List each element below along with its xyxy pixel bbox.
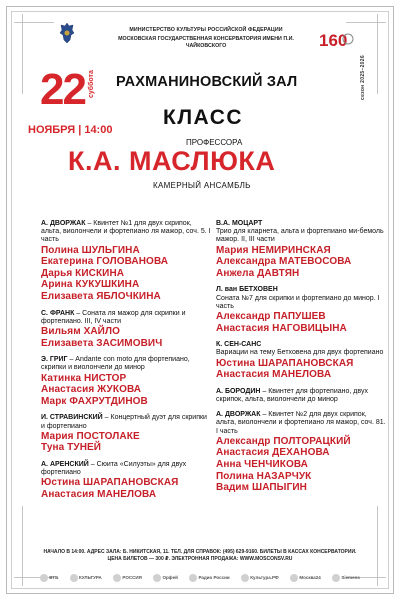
sponsor-logo: Орфей xyxy=(153,574,178,582)
performer-name: Полина ШУЛЬГИНА xyxy=(41,244,140,256)
performer-name: Александр ПАПУШЕВ xyxy=(216,311,326,322)
piece-work: И. СТРАВИНСКИЙ – Концертный дуэт для скрипки и фортепиано xyxy=(41,414,207,430)
piece-composer: А. ДВОРЖАК xyxy=(216,411,261,419)
performer-name: Дарья КИСКИНА xyxy=(41,267,125,279)
anniversary-logo-text: 160 xyxy=(319,31,348,50)
performer-name: Юстина ШАРАПАНОВСКАЯ xyxy=(41,477,179,489)
event-weekday: суббота xyxy=(88,70,95,98)
performer-name: Анастасия МАНЕЛОВА xyxy=(216,369,332,381)
piece-work: А. АРЕНСКИЙ – Сюита «Силуэты» для двух фортепиано xyxy=(41,460,187,477)
performer-name: Катинка НИСТОР xyxy=(41,372,127,384)
performer-name: Анастасия НАГОВИЦЫНА xyxy=(216,322,347,334)
program-left-column xyxy=(41,220,211,508)
season-label: сезон 2025–2026 xyxy=(360,55,366,100)
program-piece xyxy=(41,414,211,454)
program-piece xyxy=(216,388,386,404)
piece-work: Л. ван БЕТХОВЕН Соната №7 для скрипки и фортепиано до минор. I часть xyxy=(216,286,380,310)
professor-label: ПРОФЕССОРА xyxy=(186,138,243,147)
performer-name: Полина НАЗАРЧУК xyxy=(216,470,312,482)
performer-name: Анастасия ДЕХАНОВА xyxy=(216,447,330,459)
performer-name: Александр ПОЛТОРАЦКИЙ xyxy=(216,435,351,447)
sponsor-logo: ВТБ xyxy=(40,574,58,582)
piece-composer: А. БОРОДИН xyxy=(216,387,261,395)
performer-name: Юстина ШАРАПАНОВСКАЯ xyxy=(216,357,354,369)
performer-name: Елизавета ЗАСИМОВИЧ xyxy=(41,337,163,349)
sponsor-logo: Культура.РФ xyxy=(241,574,279,582)
footer-line-1: НАЧАЛО В 14:00. АДРЕС ЗАЛА: Б. НИКИТСКАЯ, 11. ТЕЛ. ДЛЯ СПРАВОК: (495) 629-9160. БИЛЕТЫ В КАССАХ КОНСЕРВАТОРИИ. xyxy=(43,549,357,555)
class-title: КЛАСС xyxy=(163,106,244,129)
performer-name: Вадим ШАПЫГИН xyxy=(216,482,307,494)
sponsor-logo: КУЛЬТУРА xyxy=(70,574,102,582)
sponsor-mark-icon xyxy=(332,574,340,582)
conservatory-name: МОСКОВСКАЯ ГОСУДАРСТВЕННАЯ КОНСЕРВАТОРИЯ ИМЕНИ П.И. ЧАЙКОВСКОГО xyxy=(118,36,294,49)
piece-work: В.А. МОЦАРТ Трио для кларнета, альта и фортепиано ми-бемоль мажор. II, III части xyxy=(216,220,384,244)
ensemble-subtitle: КАМЕРНЫЙ АНСАМБЛЬ xyxy=(153,181,251,190)
sponsor-logo: Москва24 xyxy=(290,574,321,582)
event-month-time: НОЯБРЯ | 14:00 xyxy=(28,124,113,136)
performer-name: Марк ФАХРУТДИНОВ xyxy=(41,395,148,407)
footer-info xyxy=(0,549,400,562)
piece-work: С. ФРАНК – Соната ля мажор для скрипки и фортепиано. III, IV части xyxy=(41,309,186,325)
performer-name: Мария ПОСТОЛАКЕ xyxy=(41,430,140,442)
frame-deco-line xyxy=(346,22,386,23)
piece-composer: Э. ГРИГ xyxy=(41,356,68,364)
piece-composer: К. СЕН-САНС xyxy=(216,341,262,349)
sponsor-mark-icon xyxy=(113,574,121,582)
performer-name: Анжела ДАВТЯН xyxy=(216,267,300,279)
sponsor-mark-icon xyxy=(241,574,249,582)
anniversary-logo xyxy=(318,28,354,50)
sponsor-logo: Siemens xyxy=(332,574,360,582)
sponsor-logo: РОССИЯ xyxy=(113,574,142,582)
frame-deco-line xyxy=(377,506,378,586)
performer-name: Анна ЧЕНЧИКОВА xyxy=(216,458,309,470)
performer-name: Александра МАТЕВОСОВА xyxy=(216,256,352,268)
sponsor-mark-icon xyxy=(189,574,197,582)
program-piece xyxy=(216,286,386,334)
sponsor-mark-icon xyxy=(153,574,161,582)
frame-deco-line xyxy=(22,506,23,586)
piece-composer: А. ДВОРЖАК xyxy=(41,220,86,227)
piece-composer: И. СТРАВИНСКИЙ xyxy=(41,414,103,422)
program-piece xyxy=(41,310,211,350)
performer-name: Анастасия ЖУКОВА xyxy=(41,384,142,396)
program-piece xyxy=(216,341,386,381)
footer-line-2: ЦЕНА БИЛЕТОВ — 300 ₽. ЭЛЕКТРОННАЯ ПРОДАЖА: WWW.MOSCONSV.RU xyxy=(107,555,293,562)
piece-work: А. БОРОДИН – Квинтет для фортепиано, двух скрипок, альта, виолончели до минор xyxy=(216,387,368,403)
frame-deco-line xyxy=(14,22,54,23)
event-day: 22 xyxy=(40,65,85,114)
performer-name: Мария НЕМИРИНСКАЯ xyxy=(216,244,331,256)
performer-name: Туна ТУНЕЙ xyxy=(41,442,102,454)
performer-name: Вильям ХАЙЛО xyxy=(41,325,120,337)
piece-work: А. ДВОРЖАК – Квинтет №2 для двух скрипок, альта, виолончели и фортепиано ля мажор, соч. 81. I часть xyxy=(216,411,386,435)
frame-deco-line xyxy=(377,14,378,94)
piece-composer: А. АРЕНСКИЙ xyxy=(41,460,89,468)
piece-work: Э. ГРИГ – Andante con moto для фортепиано, скрипки и виолончели до минор xyxy=(41,356,190,372)
sponsor-mark-icon xyxy=(290,574,298,582)
performer-name: Елизавета ЯБЛОЧКИНА xyxy=(41,290,161,302)
sponsor-mark-icon xyxy=(70,574,78,582)
sponsor-logos xyxy=(40,572,360,584)
piece-work: К. СЕН-САНС Вариации на тему Бетховена для двух фортепиано xyxy=(216,341,384,357)
frame-deco-line xyxy=(22,14,23,94)
teacher-name: К.А. МАСЛЮКА xyxy=(68,146,276,176)
sponsor-logo: Радио России xyxy=(189,574,229,582)
program-piece xyxy=(41,220,211,303)
program-piece xyxy=(216,411,386,494)
hall-name: РАХМАНИНОВСКИЙ ЗАЛ xyxy=(116,74,298,90)
piece-composer: В.А. МОЦАРТ xyxy=(216,220,263,227)
program-piece xyxy=(41,461,211,501)
coat-of-arms-icon xyxy=(59,22,75,44)
sponsor-mark-icon xyxy=(40,574,48,582)
piece-composer: С. ФРАНК xyxy=(41,309,75,317)
program-piece xyxy=(216,220,386,279)
piece-composer: Л. ван БЕТХОВЕН xyxy=(216,286,278,294)
program-right-column xyxy=(216,220,386,501)
program-piece xyxy=(41,356,211,407)
ministry-name: МИНИСТЕРСТВО КУЛЬТУРЫ РОССИЙСКОЙ ФЕДЕРАЦИИ xyxy=(129,27,283,33)
performer-name: Анастасия МАНЕЛОВА xyxy=(41,488,157,500)
piece-work: А. ДВОРЖАК – Квинтет №1 для двух скрипок, альта, виолончели и фортепиано ля мажор, соч. 5. I часть xyxy=(41,220,211,244)
performer-name: Арина КУКУШКИНА xyxy=(41,279,140,291)
performer-name: Екатерина ГОЛОВАНОВА xyxy=(41,256,169,268)
